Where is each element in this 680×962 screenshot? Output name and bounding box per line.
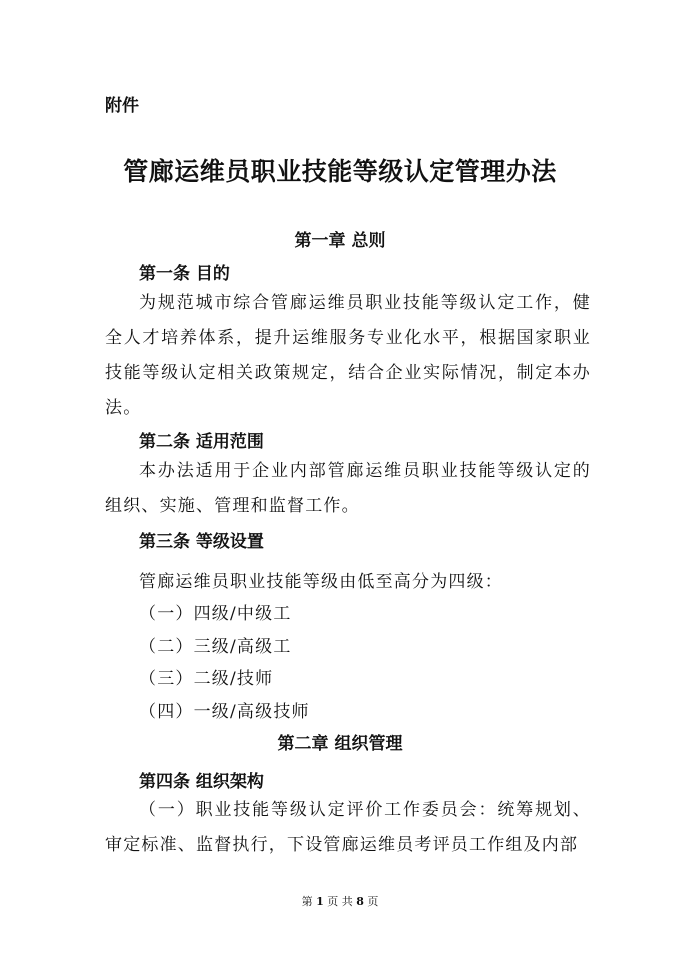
current-page-number: 1: [316, 895, 324, 908]
article-3-intro: 管廊运维员职业技能等级由低至高分为四级：: [139, 572, 503, 592]
article-3-heading: 第三条 等级设置: [139, 532, 264, 552]
chapter-2-heading: 第二章 组织管理: [277, 734, 403, 754]
chapter-1-heading: 第一章 总则: [294, 231, 386, 251]
article-4-heading: 第四条 组织架构: [139, 772, 264, 792]
footer-prefix: 第: [301, 895, 317, 908]
footer-suffix: 页: [363, 895, 379, 908]
level-item: （四）一级/高级技师: [139, 702, 310, 722]
article-1-text: 为规范城市综合管廊运维员职业技能等级认定工作，健全人才培养体系，提升运维服务专业化水平，根据国家职业技能等级认定相关政策规定，结合企业实际情况，制定本办法。: [105, 293, 591, 418]
level-item: （三）二级/技师: [139, 669, 274, 689]
total-page-number: 8: [356, 895, 364, 908]
attachment-label: 附件: [105, 96, 139, 116]
article-2-heading: 第二条 适用范围: [139, 432, 264, 452]
footer-middle: 页 共: [323, 895, 357, 908]
level-item: （二）三级/高级工: [139, 637, 292, 657]
document-title: 管廊运维员职业技能等级认定管理办法: [123, 157, 557, 186]
page-footer: [0, 893, 680, 909]
article-4-text: （一）职业技能等级认定评价工作委员会：统筹规划、审定标准、监督执行，下设管廊运维员考评员工作组及内部: [105, 800, 591, 855]
article-1-heading: 第一条 目的: [139, 264, 230, 284]
article-2-text: 本办法适用于企业内部管廊运维员职业技能等级认定的组织、实施、管理和监督工作。: [105, 461, 591, 516]
level-item: （一）四级/中级工: [139, 604, 292, 624]
